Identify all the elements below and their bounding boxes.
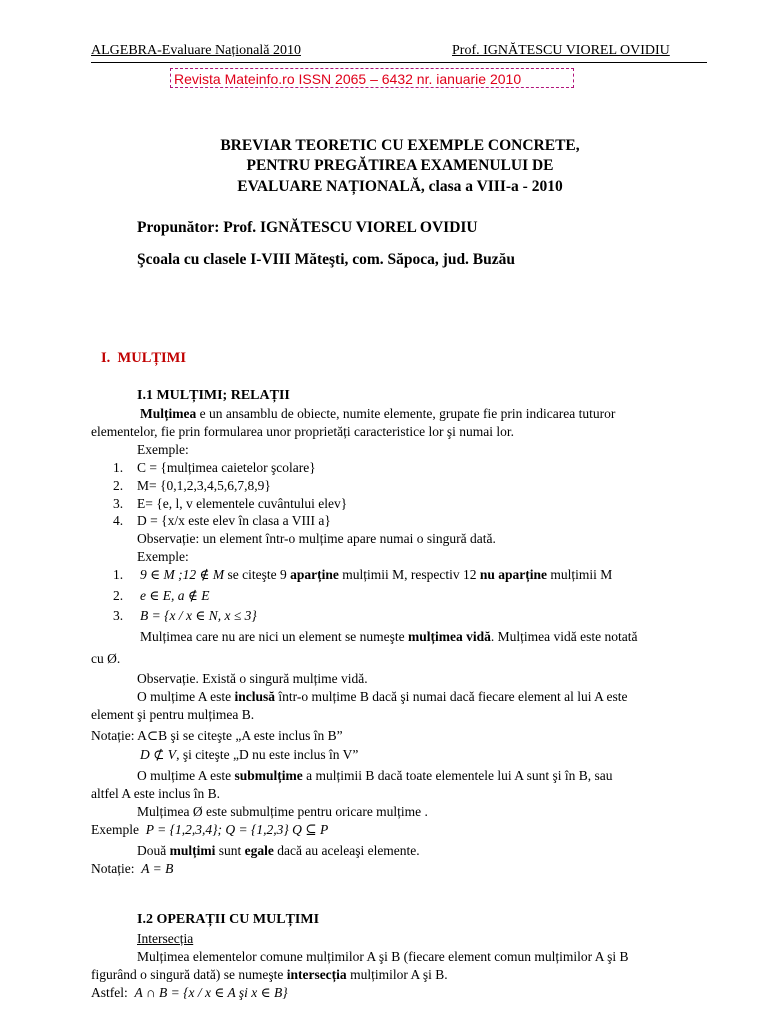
list2-item-3: B = {x / x ∈ N, x ≤ 3} [140, 608, 257, 623]
intersectia-line-1: Mulțimea elementelor comune mulțimilor A şi B (fiecare element comun mulțimilor A şi B [137, 949, 629, 964]
list1-number-2: 2. [113, 478, 124, 493]
paragraph-multimea-line-1: Mulțimea e un ansamblu de obiecte, numite elemente, grupate fie prin indicarea tuturor [140, 406, 616, 421]
header-right: Prof. IGNĂTESCU VIOREL OVIDIU [452, 43, 670, 58]
list1-item-4: D = {x/x este elev în clasa a VIII a} [137, 513, 331, 528]
title-line-2: PENTRU PREGĂTIREA EXAMENULUI DE [246, 157, 554, 174]
list2-number-2: 2. [113, 588, 124, 603]
paragraph-inclusa-line-2: element şi pentru mulțimea B. [91, 707, 255, 722]
paragraph-submultime-line-2: altfel A este inclus în B. [91, 786, 220, 801]
title-line-3: EVALUARE NAȚIONALĂ, clasa a VIII-a - 2010 [237, 178, 563, 195]
math-apartine: 9 ∈ M ;12 ∉ M [140, 567, 225, 582]
observatie-2: Observație. Există o singură mulțime vidă. [137, 671, 368, 686]
exemple-label-2: Exemple: [137, 549, 189, 564]
list1-number-1: 1. [113, 460, 124, 475]
notatie-1-line-1: Notație: A⊂B şi se citeşte „A este inclus în B” [91, 728, 343, 743]
exemple-3: Exemple P = {1,2,3,4}; Q = {1,2,3} Q ⊆ P [91, 822, 329, 837]
header-left: ALGEBRA-Evaluare Națională 2010 [91, 43, 301, 58]
list2-item-1: 9 ∈ M ;12 ∉ M se citeşte 9 aparține mulțimii M, respectiv 12 nu aparține mulțimii M [140, 567, 613, 582]
list1-item-1: C = {mulțimea caietelor şcolare} [137, 460, 316, 475]
bold-multimea: Mulțimea [140, 406, 197, 421]
paragraph-vida-line-2: cu Ø. [91, 651, 121, 666]
subsection-1-2-title: I.2 OPERAȚII CU MULȚIMI [137, 912, 320, 927]
section-1-heading [101, 350, 186, 367]
paragraph-inclusa-line-1: O mulțime A este inclusă într-o mulțime B dacă şi numai dacă fiecare element al lui A este [137, 689, 628, 704]
intersectia-formula: Astfel: A ∩ B = {x / x ∈ A şi x ∈ B} [91, 985, 288, 1000]
list1-item-2: M= {0,1,2,3,4,5,6,7,8,9} [137, 478, 271, 493]
intersectia-heading: Intersecția [137, 931, 194, 946]
section-1-number: I. [101, 350, 111, 366]
notatie-1-line-2: D ⊄ V, şi citeşte „D nu este inclus în V” [140, 747, 359, 762]
paragraph-vida-submultime: Mulțimea Ø este submulțime pentru oricare mulțime . [137, 804, 428, 819]
revista-box: Revista Mateinfo.ro ISSN 2065 – 6432 nr. ianuarie 2010 [170, 68, 574, 88]
list2-number-3: 3. [113, 608, 124, 623]
list2-item-2: e ∈ E, a ∉ E [140, 588, 210, 603]
list2-number-1: 1. [113, 567, 124, 582]
propunator: Propunător: Prof. IGNĂTESCU VIOREL OVIDIU [137, 219, 478, 236]
list1-number-4: 4. [113, 513, 124, 528]
observatie-1: Observație: un element într-o mulțime apare numai o singură dată. [137, 531, 496, 546]
paragraph-multimea-line-2: elementelor, fie prin formularea unor proprietăți caracteristice lor şi numai lor. [91, 424, 515, 439]
list1-item-3: E= {e, l, v elementele cuvântului elev} [137, 496, 348, 511]
paragraph-egale: Două mulțimi sunt egale dacă au aceleaşi elemente. [137, 843, 420, 858]
scoala: Şcoala cu clasele I-VIII Măteşti, com. Săpoca, jud. Buzău [137, 251, 516, 268]
subsection-1-1-title: I.1 MULȚIMI; RELAȚII [137, 388, 290, 403]
section-1-title: MULȚIMI [117, 350, 187, 366]
exemple-label-1: Exemple: [137, 442, 189, 457]
intersectia-line-2: figurând o singură dată) se numeşte intersecția mulțimilor A şi B. [91, 967, 448, 982]
paragraph-vida-line-1: Mulțimea care nu are nici un element se numeşte mulțimea vidă. Mulțimea vidă este notată [140, 629, 638, 644]
list1-number-3: 3. [113, 496, 124, 511]
notatie-2: Notație: A = B [91, 861, 174, 876]
header-divider [91, 62, 707, 63]
title-line-1: BREVIAR TEORETIC CU EXEMPLE CONCRETE, [220, 137, 580, 154]
paragraph-submultime-line-1: O mulțime A este submulțime a mulțimii B dacă toate elementele lui A sunt şi în B, sau [137, 768, 613, 783]
